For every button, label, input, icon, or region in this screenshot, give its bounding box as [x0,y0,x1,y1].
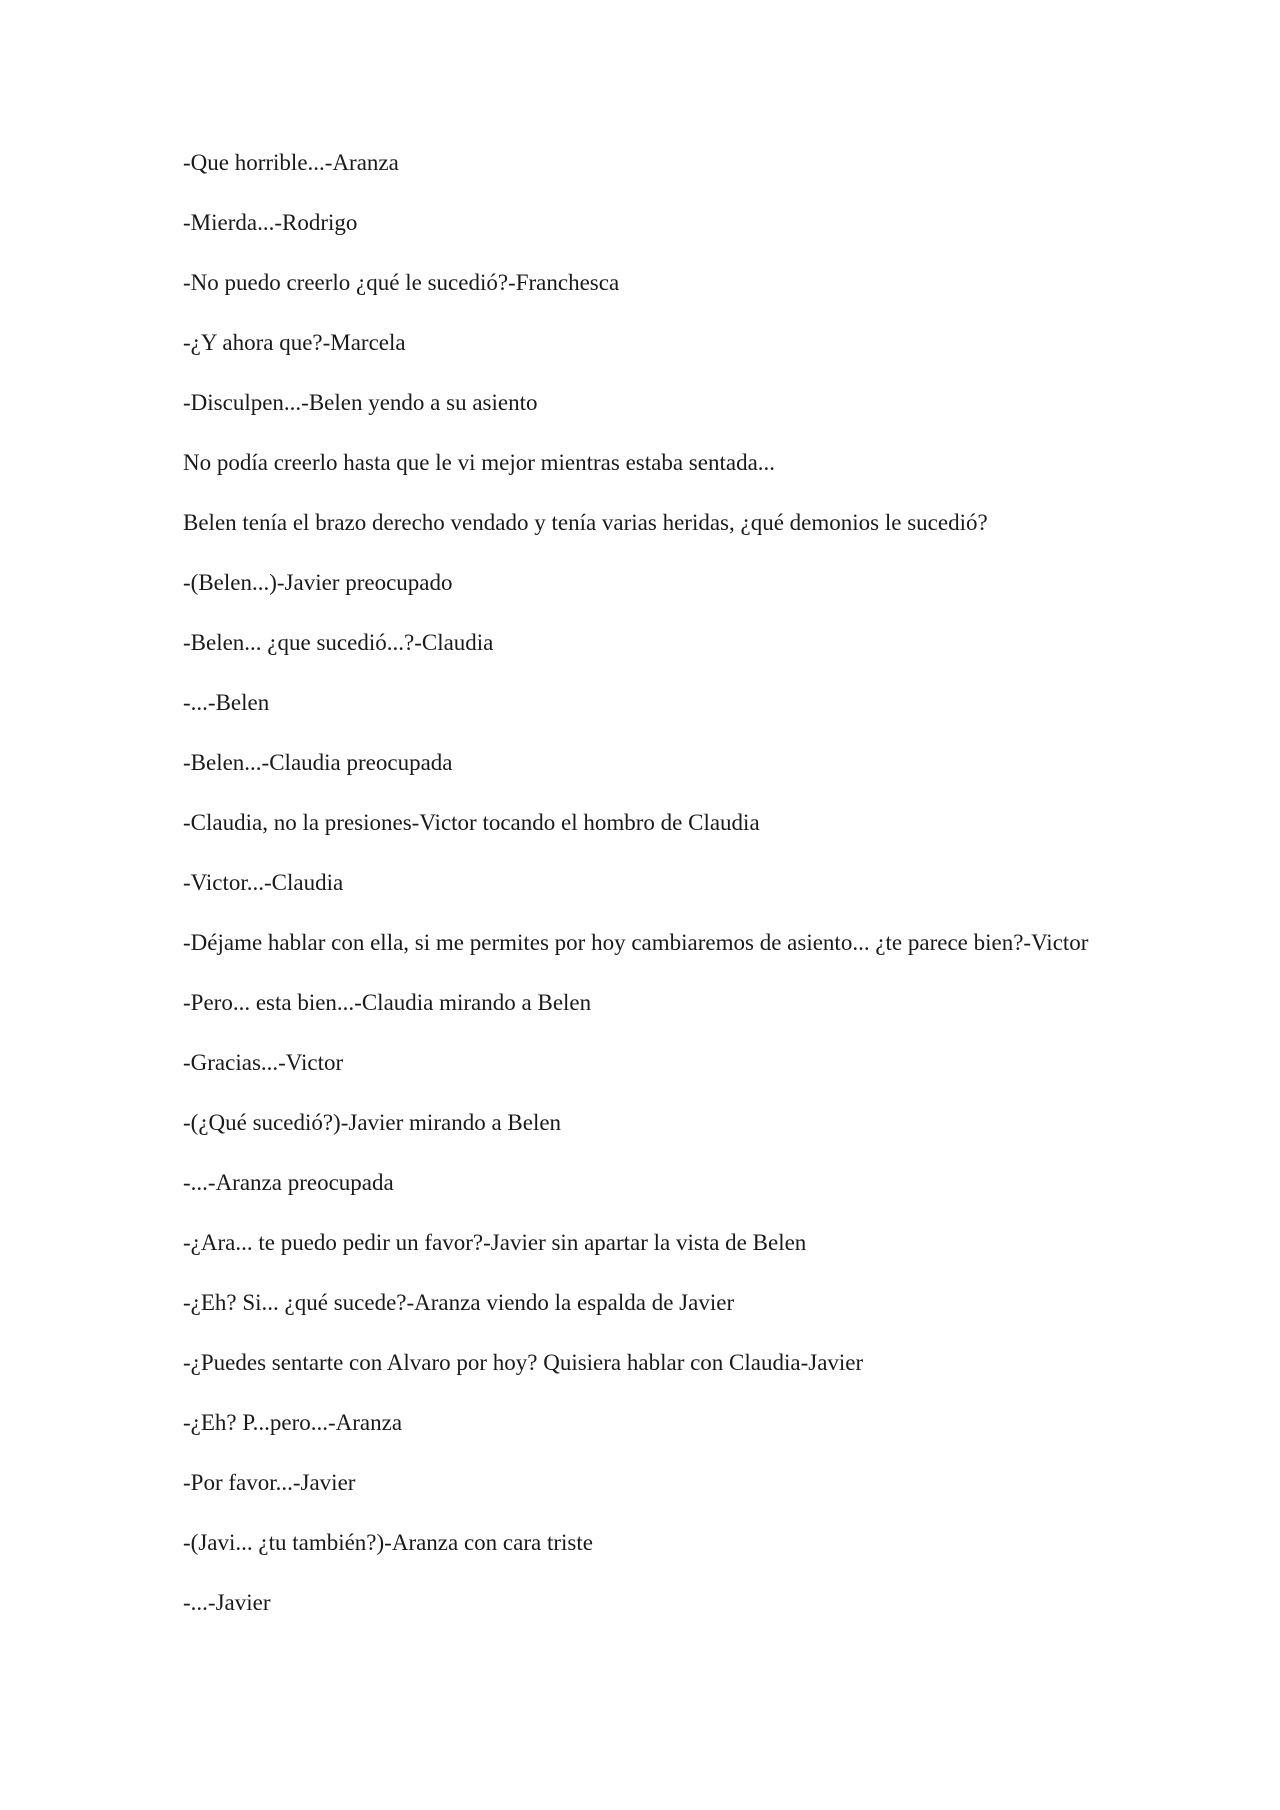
paragraph: -Mierda...-Rodrigo [183,210,358,235]
paragraph: -Belen... ¿que sucedió...?-Claudia [183,630,494,655]
paragraph: -Victor...-Claudia [183,870,344,895]
paragraph: -(Javi... ¿tu también?)-Aranza con cara triste [183,1530,593,1555]
paragraph: -Déjame hablar con ella, si me permites por hoy cambiaremos de asiento... ¿te parece bien?-Victor [183,930,1089,955]
paragraph: -...-Aranza preocupada [183,1170,394,1195]
paragraph: -...-Belen [183,690,270,715]
paragraph: -Por favor...-Javier [183,1470,356,1495]
paragraph: -Pero... esta bien...-Claudia mirando a Belen [183,990,592,1015]
paragraph: -(¿Qué sucedió?)-Javier mirando a Belen [183,1110,562,1135]
paragraph: -Claudia, no la presiones-Victor tocando el hombro de Claudia [183,810,760,835]
paragraph: -Gracias...-Victor [183,1050,344,1075]
paragraph: -...-Javier [183,1590,271,1615]
paragraph: -¿Ara... te puedo pedir un favor?-Javier sin apartar la vista de Belen [183,1230,807,1255]
paragraph: -Que horrible...-Aranza [183,150,399,175]
document-body [183,148,1103,1648]
paragraph: -No puedo creerlo ¿qué le sucedió?-Franchesca [183,270,620,295]
paragraph: -¿Eh? Si... ¿qué sucede?-Aranza viendo la espalda de Javier [183,1290,735,1315]
paragraph: -Belen...-Claudia preocupada [183,750,453,775]
paragraph: -¿Y ahora que?-Marcela [183,330,406,355]
paragraph: -(Belen...)-Javier preocupado [183,570,453,595]
paragraph: -¿Puedes sentarte con Alvaro por hoy? Quisiera hablar con Claudia-Javier [183,1350,864,1375]
paragraph: No podía creerlo hasta que le vi mejor mientras estaba sentada... [183,450,776,475]
paragraph: -¿Eh? P...pero...-Aranza [183,1410,403,1435]
paragraph: Belen tenía el brazo derecho vendado y tenía varias heridas, ¿qué demonios le sucedió? [183,510,988,535]
paragraph: -Disculpen...-Belen yendo a su asiento [183,390,538,415]
